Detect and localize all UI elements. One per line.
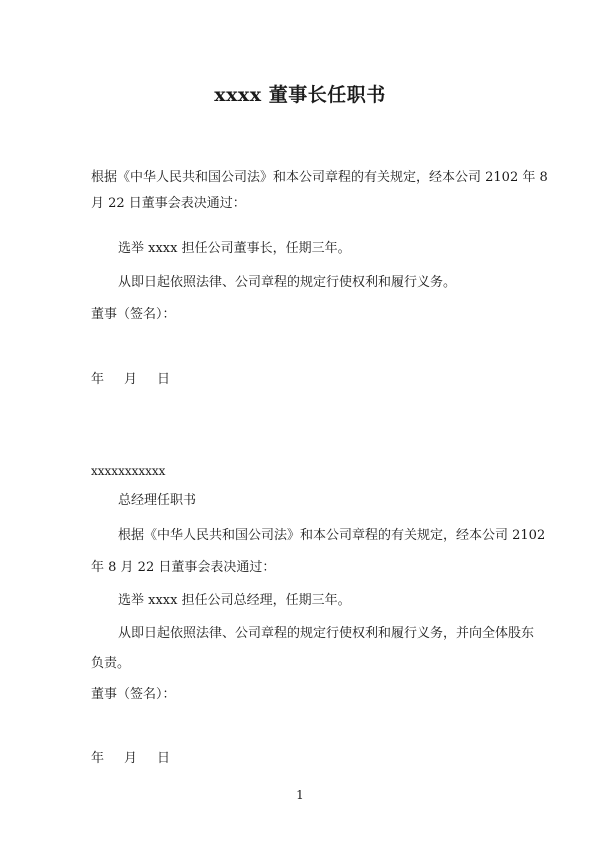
- date-year: 年: [91, 372, 105, 387]
- resolution-paragraph-line-1: 根据《中华人民共和国公司法》和本公司章程的有关规定，经本公司 2102 年 8: [91, 170, 548, 185]
- date-year-2: 年: [91, 751, 105, 766]
- duty-statement-2-line-1: 从即日起依照法律、公司章程的规定行使权利和履行义务，并向全体股东: [118, 626, 535, 641]
- election-statement-2: 选举 xxxx 担任公司总经理，任期三年。: [118, 593, 351, 608]
- resolution-paragraph-2-line-1: 根据《中华人民共和国公司法》和本公司章程的有关规定，经本公司 2102: [118, 528, 546, 543]
- date-day: 日: [157, 372, 171, 387]
- resolution-paragraph-line-2: 月 22 日董事会表决通过：: [91, 196, 246, 211]
- date-month: 月: [124, 372, 138, 387]
- signature-label: 董事（签名）：: [91, 307, 176, 322]
- duty-statement-2-line-2: 负责。: [91, 656, 131, 671]
- date-month-2: 月: [124, 751, 138, 766]
- duty-statement: 从即日起依照法律、公司章程的规定行使权利和履行义务。: [118, 275, 457, 290]
- election-statement: 选举 xxxx 担任公司董事长，任期三年。: [118, 241, 351, 256]
- signature-label-2: 董事（签名）：: [91, 687, 176, 702]
- date-line-2: [91, 751, 170, 767]
- date-day-2: 日: [157, 751, 171, 766]
- company-placeholder: xxxxxxxxxxx: [91, 464, 166, 478]
- resolution-paragraph-2-line-2: 年 8 月 22 日董事会表决通过：: [91, 560, 276, 575]
- date-line: [91, 372, 170, 388]
- section-subtitle: 总经理任职书: [118, 493, 197, 508]
- page-number: 1: [296, 788, 304, 802]
- document-title: xxxx 董事长任职书: [214, 84, 386, 106]
